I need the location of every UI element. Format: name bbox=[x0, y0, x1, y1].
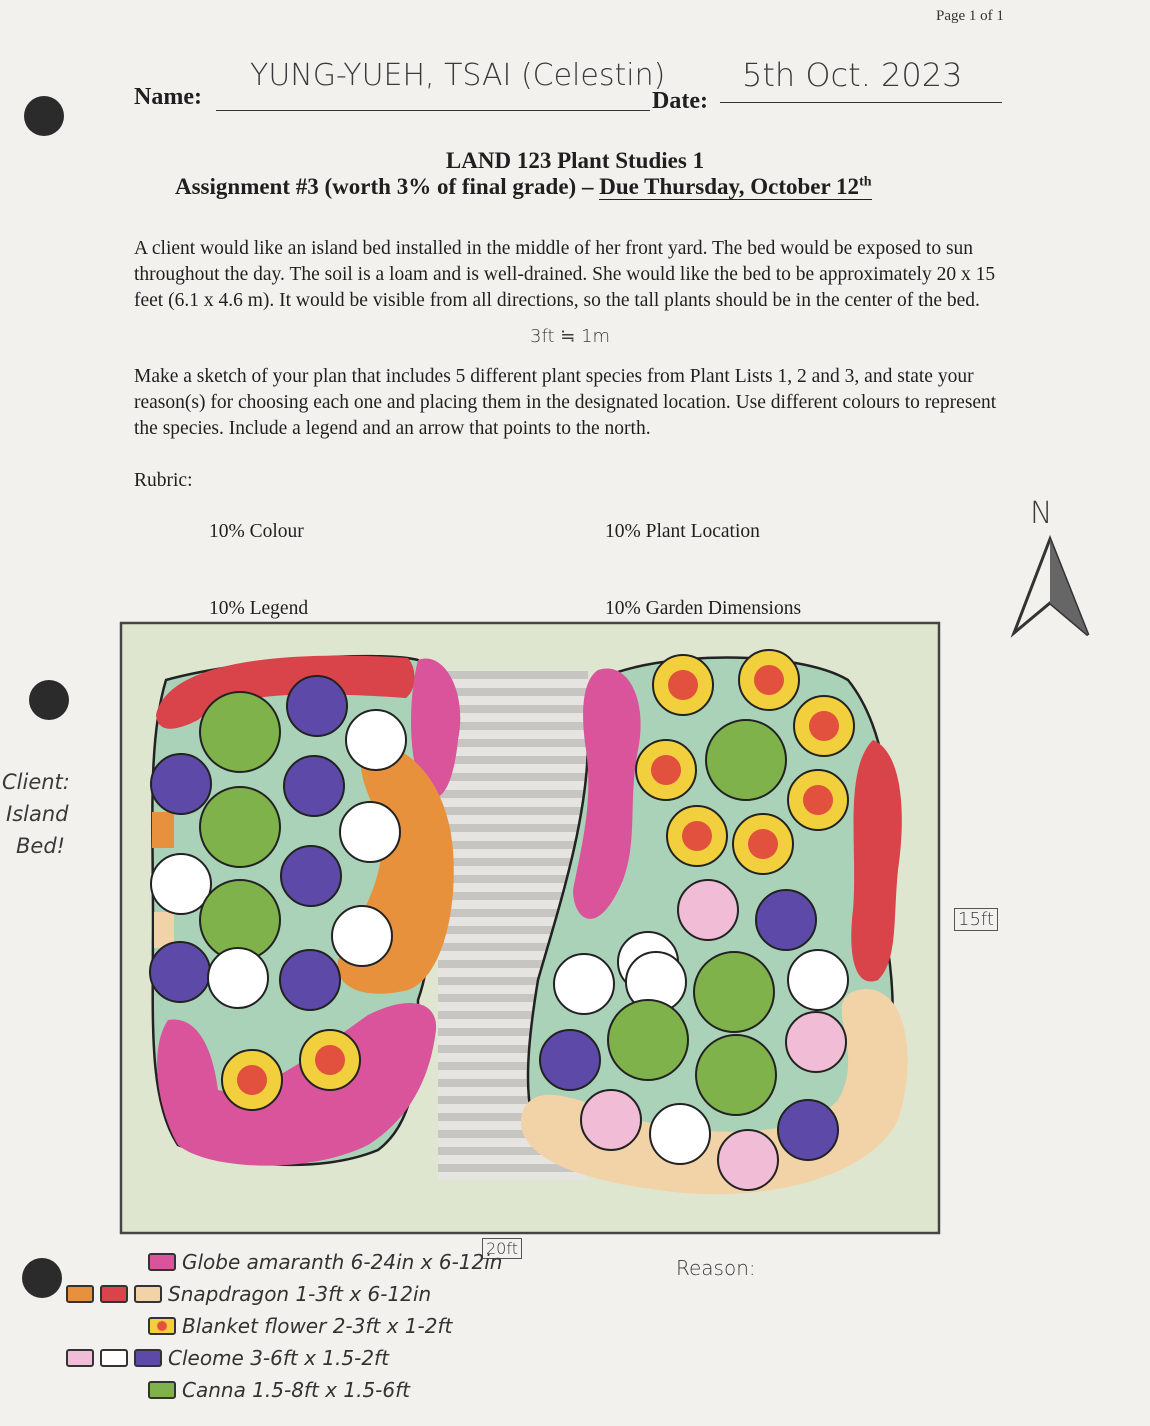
blanket-flower-plant bbox=[636, 740, 696, 800]
canna-plant bbox=[694, 952, 774, 1032]
margin-note-line: Island bbox=[6, 802, 69, 826]
assignment-title bbox=[175, 174, 872, 200]
page-number: Page 1 of 1 bbox=[936, 8, 1004, 24]
cleome-plant-white bbox=[332, 906, 392, 966]
cleome-plant-purple bbox=[150, 942, 210, 1002]
legend-swatch-cream bbox=[134, 1285, 162, 1303]
assignment-text: Assignment #3 (worth 3% of final grade) – bbox=[175, 174, 600, 199]
rubric-item: 10% Legend bbox=[209, 597, 309, 619]
cleome-plant-purple bbox=[281, 846, 341, 906]
blanket-flower-plant bbox=[222, 1050, 282, 1110]
blanket-flower-plant bbox=[733, 814, 793, 874]
legend-swatch-purple bbox=[134, 1349, 162, 1367]
canna-plant bbox=[608, 1000, 688, 1080]
canna-plant bbox=[200, 787, 280, 867]
instructions-paragraph-2: Make a sketch of your plan that includes 5 different plant species from Plant Lists 1, 2 and 3, and state your reason(s) for choosing each one and placing them in the designated location. Use different colours to represent the species. Include a legend and an arrow that points to the north. bbox=[134, 366, 997, 439]
garden-plan-sketch bbox=[118, 620, 944, 1240]
legend-text: Blanket flower 2-3ft x 1-2ft bbox=[182, 1314, 453, 1338]
rubric-item: 10% Colour bbox=[209, 521, 304, 542]
cleome-plant-pink bbox=[718, 1130, 778, 1190]
canna-plant bbox=[706, 720, 786, 800]
canna-plant bbox=[200, 692, 280, 772]
blanket-flower-plant bbox=[794, 696, 854, 756]
legend-item-canna bbox=[148, 1376, 410, 1404]
punch-hole-bottom bbox=[22, 1258, 62, 1298]
cleome-plant-purple bbox=[540, 1030, 600, 1090]
date-line bbox=[720, 102, 1002, 103]
rubric-heading: Rubric: bbox=[134, 470, 193, 491]
cleome-plant-purple bbox=[284, 756, 344, 816]
legend-item-snapdragon bbox=[66, 1280, 431, 1308]
blanket-flower-plant bbox=[667, 806, 727, 866]
reason-label: Reason: bbox=[676, 1256, 756, 1280]
instructions-paragraph-1: A client would like an island bed installed in the middle of her front yard. The bed would be exposed to sun throughout the day. The soil is a loam and is well-drained. She would like the bed to be approximately 20 x 15 feet (6.1 x 4.6 m). It would be visible from all directions, so the tall plants should be in the center of the bed. bbox=[134, 238, 996, 311]
cleome-plant-purple bbox=[151, 754, 211, 814]
cleome-plant-purple bbox=[756, 890, 816, 950]
name-value: YUNG-YUEH, TSAI (Celestin) bbox=[250, 58, 666, 93]
cleome-plant-white bbox=[208, 948, 268, 1008]
blanket-flower-plant bbox=[300, 1030, 360, 1090]
blanket-flower-plant bbox=[653, 655, 713, 715]
blanket-flower-plant bbox=[739, 650, 799, 710]
legend-item-blanket-flower bbox=[148, 1312, 452, 1340]
cleome-plant-pink bbox=[678, 880, 738, 940]
punch-hole-middle bbox=[29, 680, 69, 720]
cleome-plant-purple bbox=[778, 1100, 838, 1160]
due-date: Due Thursday, October 12th bbox=[599, 174, 872, 199]
cleome-plant-white bbox=[554, 954, 614, 1014]
dimension-height: 15ft bbox=[954, 908, 998, 931]
legend-swatch bbox=[148, 1317, 176, 1335]
cleome-plant-white bbox=[788, 950, 848, 1010]
cleome-plant-purple bbox=[280, 950, 340, 1010]
date-value: 5th Oct. 2023 bbox=[742, 56, 963, 94]
legend-text: Snapdragon 1-3ft x 6-12in bbox=[168, 1282, 432, 1306]
legend-text: Cleome 3-6ft x 1.5-2ft bbox=[168, 1346, 389, 1370]
cleome-plant-white bbox=[340, 802, 400, 862]
cleome-plant-pink bbox=[581, 1090, 641, 1150]
name-line bbox=[216, 110, 650, 111]
date-label: Date: bbox=[652, 88, 708, 114]
north-label: N bbox=[1030, 496, 1053, 531]
name-label: Name: bbox=[134, 84, 202, 110]
cleome-plant-pink bbox=[786, 1012, 846, 1072]
legend-swatch-orange bbox=[66, 1285, 94, 1303]
legend-swatch-white bbox=[100, 1349, 128, 1367]
left-bed-orange-block bbox=[152, 812, 174, 848]
cleome-plant-white bbox=[346, 710, 406, 770]
conversion-note: 3ft ≒ 1m bbox=[530, 326, 611, 347]
legend-item-cleome bbox=[66, 1344, 389, 1372]
legend-text: Globe amaranth 6-24in x 6-12in bbox=[182, 1250, 503, 1274]
canna-plant bbox=[696, 1035, 776, 1115]
legend-swatch-red bbox=[100, 1285, 128, 1303]
cleome-plant-white bbox=[650, 1104, 710, 1164]
dimension-width: 20ft bbox=[482, 1238, 522, 1259]
cleome-plant-purple bbox=[287, 676, 347, 736]
legend-item-globe-amaranth bbox=[148, 1248, 502, 1276]
legend-swatch bbox=[148, 1381, 176, 1399]
margin-note-line: Client: bbox=[2, 770, 70, 794]
course-title: LAND 123 Plant Studies 1 bbox=[445, 148, 705, 173]
rubric-item: 10% Garden Dimensions bbox=[605, 597, 802, 619]
margin-note bbox=[2, 766, 70, 862]
punch-hole-top bbox=[24, 96, 64, 136]
legend-swatch bbox=[148, 1253, 176, 1271]
margin-note-line: Bed! bbox=[16, 834, 66, 858]
north-arrow-icon bbox=[1008, 535, 1092, 640]
legend-text: Canna 1.5-8ft x 1.5-6ft bbox=[182, 1378, 410, 1402]
legend-swatch-pink bbox=[66, 1349, 94, 1367]
rubric-item: 10% Plant Location bbox=[605, 521, 760, 542]
blanket-flower-plant bbox=[788, 770, 848, 830]
